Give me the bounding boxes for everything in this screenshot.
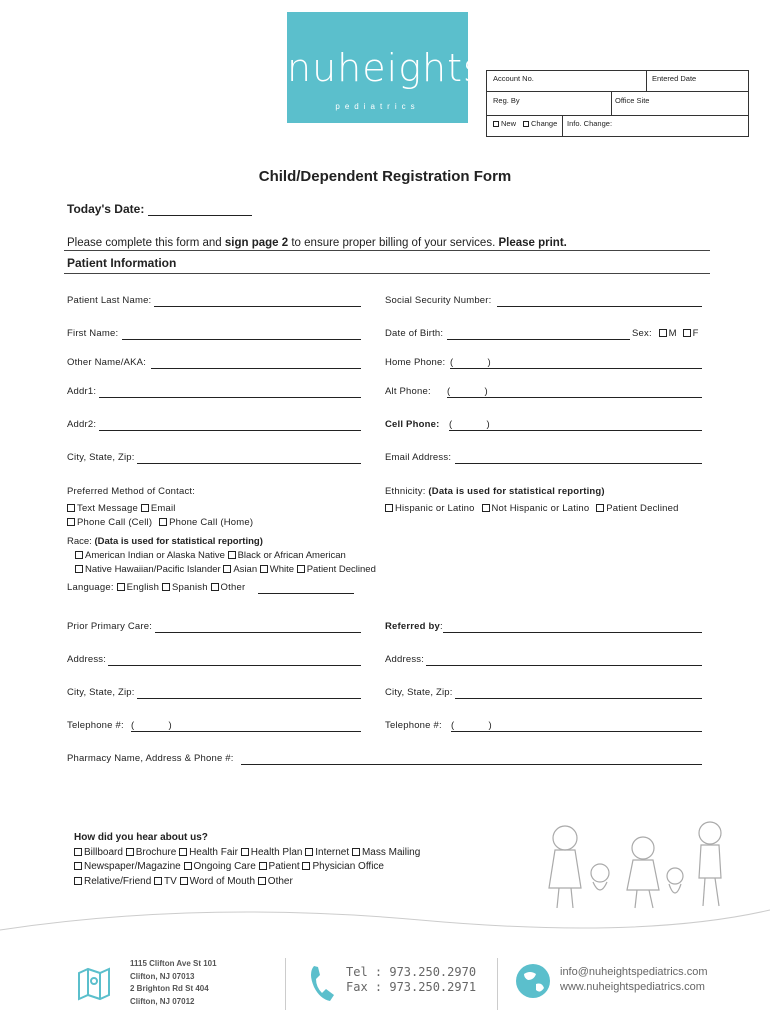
ssn-input[interactable] bbox=[497, 306, 702, 307]
home-phone-paren: ( ) bbox=[450, 357, 491, 368]
logo-brand: nuheights bbox=[287, 46, 484, 90]
contact-options-row2 bbox=[67, 517, 253, 528]
footer-addresses: 1115 Clifton Ave St 101 Clifton, NJ 07013 2 Brighton Rd St 404 Clifton, NJ 07012 bbox=[130, 959, 217, 1006]
patient-last-name-input[interactable] bbox=[154, 306, 361, 307]
todays-date-field[interactable]: Today's Date: bbox=[67, 202, 252, 216]
preferred-contact-label: Preferred Method of Contact: bbox=[67, 486, 196, 497]
sex-m-checkbox[interactable]: M bbox=[659, 328, 677, 339]
other-name-label: Other Name/AKA: bbox=[67, 357, 147, 368]
map-icon bbox=[76, 965, 112, 1001]
option-health-fair[interactable]: Health Fair bbox=[179, 847, 238, 858]
provider-telephone-input[interactable] bbox=[131, 731, 361, 732]
cell-phone-label: Cell Phone: bbox=[385, 419, 440, 430]
globe-icon bbox=[514, 962, 552, 1000]
provider-telephone-paren: ( ) bbox=[131, 720, 172, 731]
city-state-zip-input[interactable] bbox=[137, 463, 361, 464]
divider bbox=[64, 250, 710, 251]
footer-phone: Tel : 973.250.2970 Fax : 973.250.2971 bbox=[346, 965, 477, 994]
cell-phone-paren: ( ) bbox=[449, 419, 490, 430]
section-patient-information: Patient Information bbox=[67, 256, 177, 270]
addr2-label: Addr2: bbox=[67, 419, 97, 430]
english-checkbox[interactable]: English bbox=[117, 582, 160, 593]
provider-city-label: City, State, Zip: bbox=[67, 687, 135, 698]
american-indian-checkbox[interactable]: American Indian or Alaska Native bbox=[75, 550, 225, 561]
alt-phone-input[interactable] bbox=[447, 397, 702, 398]
option-other[interactable]: Other bbox=[258, 876, 293, 887]
prior-primary-input[interactable] bbox=[155, 632, 361, 633]
referrer-city-label: City, State, Zip: bbox=[385, 687, 453, 698]
first-name-label: First Name: bbox=[67, 328, 119, 339]
spanish-checkbox[interactable]: Spanish bbox=[162, 582, 208, 593]
option-billboard[interactable]: Billboard bbox=[74, 847, 123, 858]
option-physician-office[interactable]: Physician Office bbox=[302, 861, 384, 872]
sex-field: Sex: M F bbox=[632, 328, 699, 339]
reg-by-label: Reg. By bbox=[493, 96, 520, 105]
white-checkbox[interactable]: White bbox=[260, 564, 294, 575]
page-title: Child/Dependent Registration Form bbox=[258, 168, 512, 185]
option-word-of-mouth[interactable]: Word of Mouth bbox=[180, 876, 255, 887]
asian-checkbox[interactable]: Asian bbox=[223, 564, 257, 575]
provider-address-label: Address: bbox=[67, 654, 107, 665]
option-internet[interactable]: Internet bbox=[305, 847, 349, 858]
option-health-plan[interactable]: Health Plan bbox=[241, 847, 303, 858]
alt-phone-paren: ( ) bbox=[447, 386, 488, 397]
text-message-checkbox[interactable]: Text Message bbox=[67, 503, 138, 514]
black-checkbox[interactable]: Black or African American bbox=[228, 550, 346, 561]
referrer-telephone-input[interactable] bbox=[451, 731, 702, 732]
provider-city-input[interactable] bbox=[137, 698, 361, 699]
hispanic-checkbox[interactable]: Hispanic or Latino bbox=[385, 503, 475, 514]
how-options-row1 bbox=[74, 846, 420, 861]
language-field: Language: English Spanish Other bbox=[67, 582, 246, 593]
info-change-label: Info. Change: bbox=[567, 119, 613, 128]
city-state-zip-label: City, State, Zip: bbox=[67, 452, 135, 463]
other-language-input[interactable] bbox=[258, 593, 354, 594]
referrer-telephone-label: Telephone #: bbox=[385, 720, 442, 731]
account-no-label: Account No. bbox=[493, 74, 534, 83]
phone-cell-checkbox[interactable]: Phone Call (Cell) bbox=[67, 517, 152, 528]
addr2-input[interactable] bbox=[99, 430, 361, 431]
home-phone-input[interactable] bbox=[450, 368, 702, 369]
footer-divider bbox=[497, 958, 498, 1010]
email-checkbox[interactable]: Email bbox=[141, 503, 176, 514]
ethnicity-label: Ethnicity: (Data is used for statistical reporting) bbox=[385, 486, 605, 497]
addr1-label: Addr1: bbox=[67, 386, 97, 397]
change-checkbox[interactable]: Change bbox=[523, 119, 557, 128]
addr1-input[interactable] bbox=[99, 397, 361, 398]
prior-primary-label: Prior Primary Care: bbox=[67, 621, 153, 632]
provider-telephone-label: Telephone #: bbox=[67, 720, 124, 731]
phone-home-checkbox[interactable]: Phone Call (Home) bbox=[159, 517, 253, 528]
referred-by-input[interactable] bbox=[443, 632, 702, 633]
hawaiian-checkbox[interactable]: Native Hawaiian/Pacific Islander bbox=[75, 564, 221, 575]
how-did-you-hear-section bbox=[74, 831, 420, 889]
alt-phone-label: Alt Phone: bbox=[385, 386, 431, 397]
first-name-input[interactable] bbox=[122, 339, 361, 340]
dob-input[interactable] bbox=[447, 339, 630, 340]
instructions: Please complete this form and sign page 2 to ensure proper billing of your services. Please print. bbox=[67, 237, 567, 249]
email-address-label: Email Address: bbox=[385, 452, 452, 463]
footer-website[interactable]: www.nuheightspediatrics.com bbox=[560, 981, 705, 993]
race-section: Race: (Data is used for statistical reporting) American Indian or Alaska Native Black or African American Native Hawaiian/Pacific Islander Asian White Patient Declined bbox=[67, 536, 376, 575]
office-site-label: Office Site bbox=[615, 96, 650, 105]
email-address-input[interactable] bbox=[455, 463, 702, 464]
referred-by-label: Referred by: bbox=[385, 621, 443, 632]
home-phone-label: Home Phone: bbox=[385, 357, 446, 368]
ethnicity-options bbox=[385, 503, 679, 514]
office-use-box bbox=[486, 70, 749, 137]
phone-icon bbox=[306, 963, 336, 1003]
how-options-row2 bbox=[74, 860, 420, 875]
pharmacy-input[interactable] bbox=[241, 764, 702, 765]
contact-options-row1 bbox=[67, 503, 176, 514]
patient-last-name-label: Patient Last Name: bbox=[67, 295, 152, 306]
option-brochure[interactable]: Brochure bbox=[126, 847, 177, 858]
pharmacy-label: Pharmacy Name, Address & Phone #: bbox=[67, 753, 234, 764]
referrer-telephone-paren: ( ) bbox=[451, 720, 492, 731]
cell-phone-input[interactable] bbox=[449, 430, 702, 431]
option-tv[interactable]: TV bbox=[154, 876, 177, 887]
logo-sub: pediatrics bbox=[335, 102, 420, 111]
option-mass-mailing[interactable]: Mass Mailing bbox=[352, 847, 420, 858]
decorative-curve bbox=[0, 890, 770, 950]
footer-email[interactable]: info@nuheightspediatrics.com bbox=[560, 966, 708, 978]
other-name-input[interactable] bbox=[151, 368, 361, 369]
option-patient[interactable]: Patient bbox=[259, 861, 300, 872]
footer-web bbox=[560, 965, 708, 995]
entered-date-label: Entered Date bbox=[652, 74, 697, 83]
referrer-address-label: Address: bbox=[385, 654, 425, 665]
ethnicity-declined-checkbox[interactable]: Patient Declined bbox=[596, 503, 678, 514]
provider-address-input[interactable] bbox=[108, 665, 361, 666]
option-relative-friend[interactable]: Relative/Friend bbox=[74, 876, 151, 887]
referrer-city-input[interactable] bbox=[455, 698, 702, 699]
dob-label: Date of Birth: bbox=[385, 328, 444, 339]
how-heading: How did you hear about us? bbox=[74, 832, 208, 843]
logo bbox=[287, 12, 484, 123]
referrer-address-input[interactable] bbox=[426, 665, 702, 666]
race-declined-checkbox[interactable]: Patient Declined bbox=[297, 564, 376, 575]
how-options-row3 bbox=[74, 875, 420, 890]
new-checkbox[interactable]: New bbox=[493, 119, 516, 128]
ssn-label: Social Security Number: bbox=[385, 295, 492, 306]
option-ongoing-care[interactable]: Ongoing Care bbox=[184, 861, 256, 872]
divider bbox=[64, 273, 710, 274]
footer-divider bbox=[285, 958, 286, 1010]
sex-f-checkbox[interactable]: F bbox=[683, 328, 699, 339]
not-hispanic-checkbox[interactable]: Not Hispanic or Latino bbox=[482, 503, 590, 514]
option-newspaper[interactable]: Newspaper/Magazine bbox=[74, 861, 181, 872]
other-language-checkbox[interactable]: Other bbox=[211, 582, 246, 593]
